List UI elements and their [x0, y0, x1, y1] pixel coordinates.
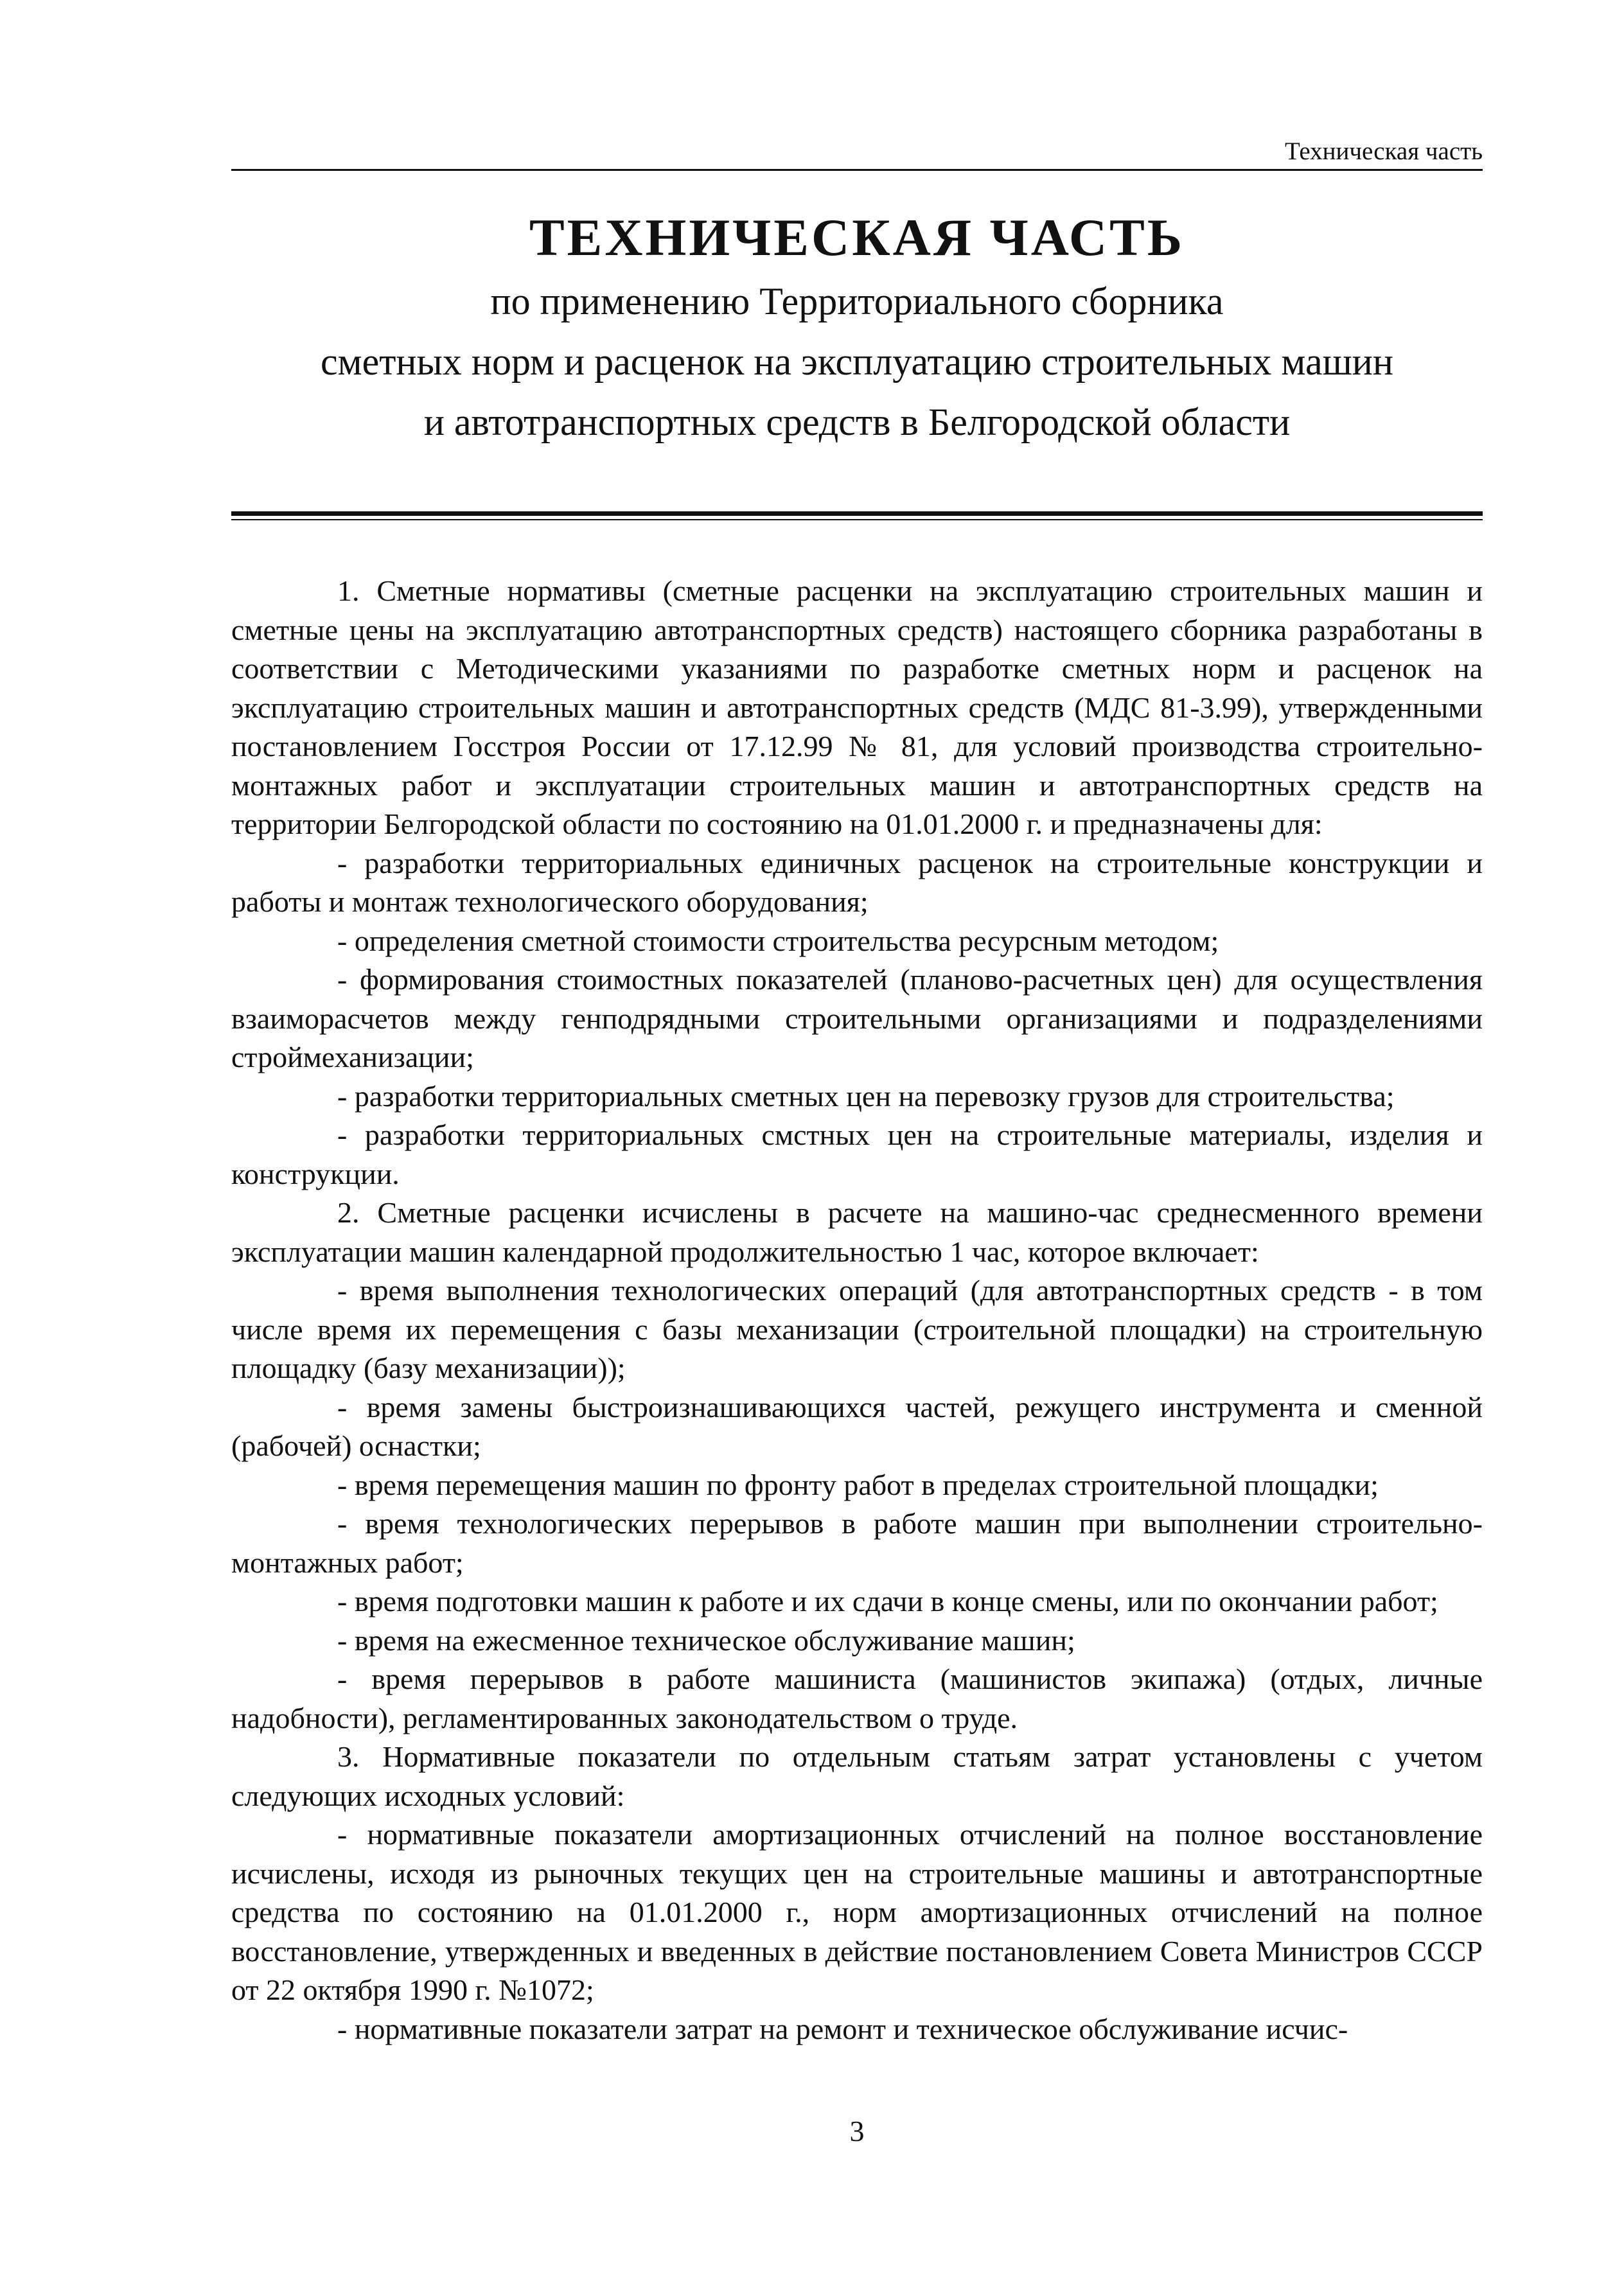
list-item: - время замены быстроизнашивающихся частей, режущего инструмента и сменной (рабочей) оснастки;: [231, 1390, 1483, 1462]
page-number: 3: [849, 2115, 865, 2147]
paragraph-3: 3. Нормативные показатели по отдельным статьям затрат установлены с учетом следующих исходных условий:: [231, 1740, 1483, 1812]
body-text: [231, 572, 1483, 2049]
list-item: - время технологических перерывов в работе машин при выполнении строительно-монтажных работ;: [231, 1507, 1483, 1579]
subtitle-line-2: сметных норм и расценок на эксплуатацию строительных машин: [320, 340, 1394, 383]
list-item: - разработки территориальных сметных цен на перевозку грузов для строительства;: [337, 1079, 1395, 1113]
list-item: - разработки территориальных единичных расценок на строительные конструкции и работы и монтаж технологического оборудования;: [231, 846, 1483, 918]
header-rule: [231, 169, 1483, 171]
title-block: [231, 204, 1483, 452]
list-item: - нормативные показатели амортизационных отчислений на полное восстановление исчислены, исходя из рыночных текущих цен на строительные машины и автотранспортные средства по состоянию на 01.01.2000 г., норм амортизационных отчислений на полное восстановление, утвержденных и введенных в действие постановлением Совета Министров СССР от 22 октября 1990 г. №1072;: [231, 1818, 1483, 2006]
paragraph-2: 2. Сметные расценки исчислены в расчете на машино-час среднесменного времени эксплуатации машин календарной продолжительностью 1 час, которое включает:: [231, 1196, 1483, 1268]
list-item: - определения сметной стоимости строительства ресурсным методом;: [337, 924, 1219, 957]
running-header: Техническая часть: [1284, 137, 1483, 165]
list-item: - формирования стоимостных показателей (планово-расчетных цен) для осуществления взаиморасчетов между генподрядными строительными организациями и подразделениями строймеханизации;: [231, 963, 1483, 1073]
list-item: - нормативные показатели затрат на ремонт и техническое обслуживание исчис-: [337, 2012, 1348, 2045]
list-item: - время на ежесменное техническое обслуживание машин;: [337, 1623, 1075, 1657]
subtitle-line-1: по применению Территориального сборника: [490, 280, 1224, 322]
list-item: - разработки территориальных смстных цен на строительные материалы, изделия и конструкции.: [231, 1118, 1483, 1190]
subtitle-line-3: и автотранспортных средств в Белгородской области: [423, 401, 1291, 443]
list-item: - время перемещения машин по фронту работ в пределах строительной площадки;: [337, 1468, 1379, 1501]
document-title: ТЕХНИЧЕСКАЯ ЧАСТЬ: [529, 208, 1185, 267]
paragraph-1: 1. Сметные нормативы (сметные расценки на эксплуатацию строительных машин и сметные цены на эксплуатацию автотранспортных средств) настоящего сборника разработаны в соответствии с Методическими указаниями по разработке сметных норм и расценок на эксплуатацию строительных машин и автотранспортных средств (МДС 81-3.99), утвержденными постановлением Госстроя России от 17.12.99 № 81, для условий производства строительно-монтажных работ и эксплуатации строительных машин и автотранспортных средств на территории Белгородской области по состоянию на 01.01.2000 г. и предназначены для:: [231, 574, 1483, 840]
title-rule-thin: [231, 519, 1483, 520]
list-item: - время выполнения технологических операций (для автотранспортных средств - в том числе время их перемещения с базы механизации (строительной площадки) на строительную площадку (базу механизации));: [231, 1274, 1483, 1384]
list-item: - время подготовки машин к работе и их сдачи в конце смены, или по окончании работ;: [337, 1585, 1438, 1617]
list-item: - время перерывов в работе машиниста (машинистов экипажа) (отдых, личные надобности), регламентированных законодательством о труде.: [231, 1662, 1483, 1734]
title-rule-thick: [231, 511, 1483, 516]
